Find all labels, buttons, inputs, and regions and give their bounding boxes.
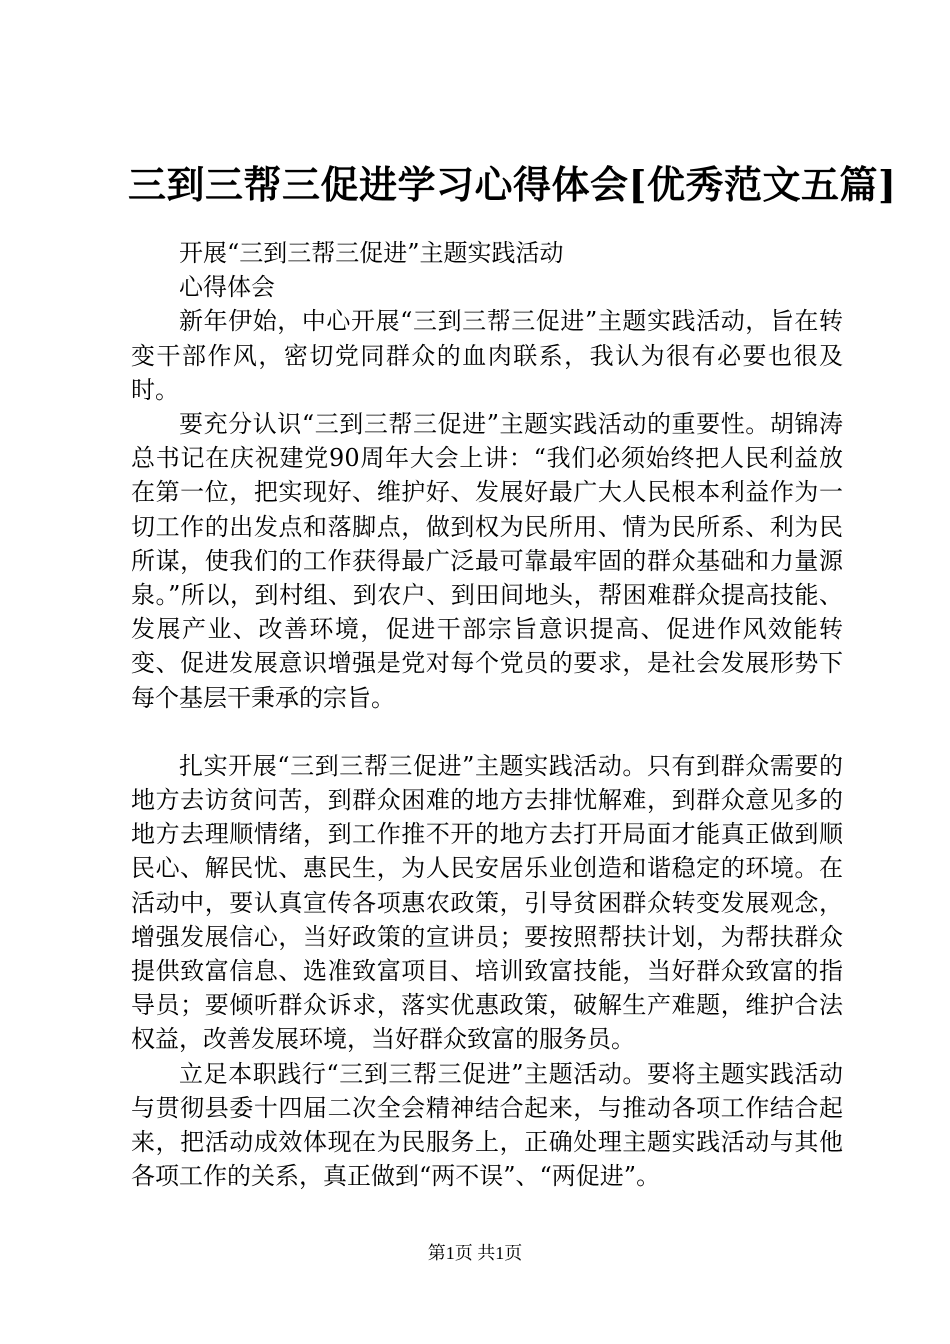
subtitle-line-2: 心得体会 — [179, 273, 275, 302]
paragraph-1: 新年伊始，中心开展“三到三帮三促进”主题实践活动，旨在转变干部作风，密切党同群众的血肉联系，我认为很有必要也很及时。 — [131, 307, 843, 404]
subtitle-line-1: 开展“三到三帮三促进”主题实践活动 — [179, 239, 564, 267]
page-number-footer: 第1页 共1页 — [427, 1243, 523, 1263]
paragraph-3: 扎实开展“三到三帮三促进”主题实践活动。只有到群众需要的地方去访贫问苦，到群众困难的地方去排忧解难，到群众意见多的地方去理顺情绪，到工作推不开的地方去打开局面才能真正做到顺民心、解民忧、惠民生，为人民安居乐业创造和谐稳定的环境。在活动中，要认真宣传各项惠农政策，引导贫困群众转变发展观念，增强发展信心，当好政策的宣讲员；要按照帮扶计划，为帮扶群众提供致富信息、选准致富项目、培训致富技能，当好群众致富的指导员；要倾听群众诉求，落实优惠政策，破解生产难题，维护合法权益，改善发展环境，当好群众致富的服务员。 — [131, 751, 843, 1054]
paragraph-4: 立足本职践行“三到三帮三促进”主题活动。要将主题实践活动与贯彻县委十四届二次全会精神结合起来，与推动各项工作结合起来，把活动成效体现在为民服务上，正确处理主题实践活动与其他各项工作的关系，真正做到“两不误”、“两促进”。 — [131, 1059, 843, 1191]
paragraph-2: 要充分认识“三到三帮三促进”主题实践活动的重要性。胡锦涛总书记在庆祝建党90周年大会上讲：“我们必须始终把人民利益放在第一位，把实现好、维护好、发展好最广大人民根本利益作为一切工作的出发点和落脚点，做到权为民所用、情为民所系、利为民所谋，使我们的工作获得最广泛最可靠最牢固的群众基础和力量源泉。”所以，到村组、到农户、到田间地头，帮困难群众提高技能、发展产业、改善环境，促进干部宗旨意识提高、促进作风效能转变、促进发展意识增强是党对每个党员的要求，是社会发展形势下每个基层干秉承的宗旨。 — [131, 410, 843, 712]
document-body — [131, 236, 843, 1193]
document-title: 三到三帮三促进学习心得体会[优秀范文五篇] — [128, 162, 897, 207]
